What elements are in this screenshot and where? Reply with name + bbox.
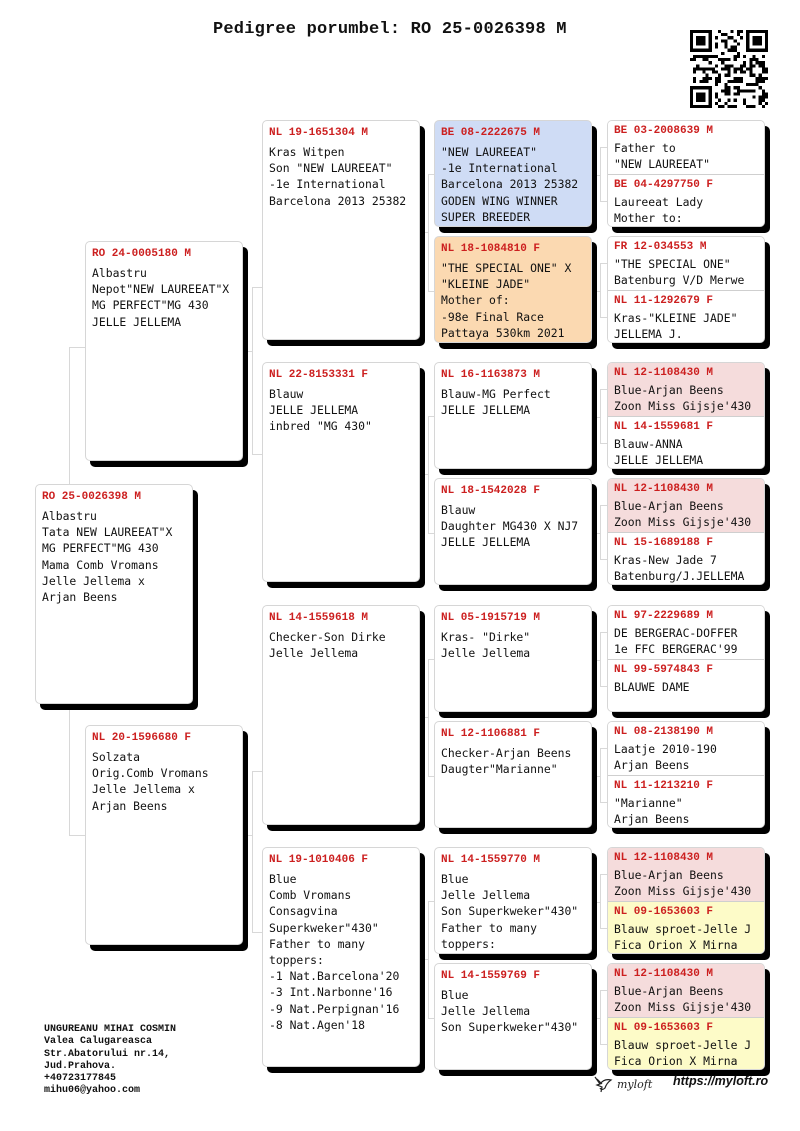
connector-line: [600, 1044, 607, 1045]
gen5-dam-card[interactable]: [608, 901, 764, 954]
great-grandparent-card[interactable]: [434, 847, 592, 954]
connector-line: [420, 959, 428, 960]
subject-card[interactable]: [35, 484, 193, 704]
gen5-dam-card[interactable]: [608, 174, 764, 227]
ring-number: NL 12-1108430 M: [614, 483, 714, 495]
pigeon-description: Blue Jelle Jellema Son Superkweker"430" Father to many toppers:: [441, 872, 579, 951]
connector-line: [600, 147, 607, 148]
great-grandparent-card[interactable]: [434, 120, 592, 227]
connector-line: [592, 175, 600, 176]
pigeon-description: Kras-New Jade 7 Batenburg/J.JELLEMA: [614, 553, 745, 584]
connector-line: [69, 704, 70, 835]
great-grandparent-card[interactable]: [434, 963, 592, 1070]
ring-number: NL 18-1542028 F: [441, 485, 541, 497]
grandparent-card[interactable]: [262, 120, 420, 340]
pigeon-description: Blauw sproet-Jelle J Fica Orion X Mirna: [614, 922, 752, 953]
ring-number: BE 03-2008639 M: [614, 125, 714, 137]
connector-line: [600, 147, 601, 201]
gen5-pair-card: [607, 721, 765, 828]
pigeon-description: DE BERGERAC-DOFFER 1e FFC BERGERAC'99: [614, 626, 738, 657]
pigeon-description: Laatje 2010-190 Arjan Beens: [614, 742, 717, 773]
pigeon-description: Blue-Arjan Beens Zoon Miss Gijsje'430: [614, 383, 752, 414]
connector-line: [600, 632, 607, 633]
ring-number: NL 22-8153331 F: [269, 369, 369, 381]
ring-number: NL 12-1106881 F: [441, 728, 541, 740]
connector-line: [600, 201, 607, 202]
pigeon-description: Blue-Arjan Beens Zoon Miss Gijsje'430: [614, 868, 752, 899]
gen5-pair-card: [607, 478, 765, 585]
ring-number: NL 14-1559618 M: [269, 612, 369, 624]
ring-number: NL 08-2138190 M: [614, 726, 714, 738]
connector-line: [252, 932, 262, 933]
gen5-sire-card[interactable]: [608, 722, 764, 775]
pigeon-description: Blauw-MG Perfect JELLE JELLEMA: [441, 387, 551, 418]
connector-line: [428, 416, 429, 533]
ring-number: NL 16-1163873 M: [441, 369, 541, 381]
pigeon-description: Albastru Nepot"NEW LAUREEAT"X MG PERFECT"MG 430 JELLE JELLEMA: [92, 266, 230, 329]
connector-line: [600, 686, 607, 687]
grandparent-card[interactable]: [262, 362, 420, 582]
gen5-dam-card[interactable]: [608, 532, 764, 585]
connector-line: [420, 474, 428, 475]
connector-line: [243, 835, 252, 836]
connector-line: [600, 443, 607, 444]
great-grandparent-card[interactable]: [434, 236, 592, 343]
gen5-sire-card[interactable]: [608, 121, 764, 174]
dam-card[interactable]: [85, 725, 243, 945]
ring-number: NL 09-1653603 F: [614, 906, 714, 918]
pigeon-description: Blue-Arjan Beens Zoon Miss Gijsje'430: [614, 499, 752, 530]
gen5-sire-card[interactable]: [608, 237, 764, 290]
ring-number: NL 18-1084810 F: [441, 243, 541, 255]
pigeon-description: Father to "NEW LAUREEAT": [614, 141, 711, 172]
connector-line: [592, 660, 600, 661]
connector-line: [243, 351, 252, 352]
ring-number: NL 09-1653603 F: [614, 1022, 714, 1034]
pigeon-description: Solzata Orig.Comb Vromans Jelle Jellema x Arjan Beens: [92, 750, 209, 813]
ring-number: NL 14-1559770 M: [441, 854, 541, 866]
connector-line: [592, 1018, 600, 1019]
pigeon-description: Checker-Arjan Beens Daugter"Marianne": [441, 746, 572, 777]
ring-number: BE 08-2222675 M: [441, 127, 541, 139]
sire-card[interactable]: [85, 241, 243, 461]
gen5-dam-card[interactable]: [608, 775, 764, 828]
pigeon-description: "Marianne" Arjan Beens: [614, 796, 690, 827]
connector-line: [600, 874, 601, 928]
connector-line: [600, 874, 607, 875]
connector-line: [600, 990, 607, 991]
pigeon-description: Laureeat Lady Mother to:: [614, 195, 704, 226]
qr-code-icon: [690, 30, 768, 108]
connector-line: [600, 389, 607, 390]
pigeon-description: "THE SPECIAL ONE" X "KLEINE JADE" Mother of: -98e Final Race Pattaya 530km 2021: [441, 261, 572, 340]
ring-number: NL 11-1292679 F: [614, 295, 714, 307]
gen5-sire-card[interactable]: [608, 479, 764, 532]
ring-number: NL 12-1108430 M: [614, 367, 714, 379]
great-grandparent-card[interactable]: [434, 478, 592, 585]
connector-line: [600, 632, 601, 686]
connector-line: [600, 389, 601, 443]
logo-text: myloft: [617, 1077, 653, 1091]
great-grandparent-card[interactable]: [434, 605, 592, 712]
connector-line: [428, 659, 429, 776]
connector-line: [600, 748, 607, 749]
pigeon-description: Blauw Daughter MG430 X NJ7 JELLE JELLEMA: [441, 503, 579, 550]
pigeon-description: Blue Comb Vromans Consagvina Superkweker"430" Father to many toppers: -1 Nat.Barcelona'20 -3 Int.Narbonne'16 -9 Nat.Perpignan'16 -8 Nat.Agen'18: [269, 872, 400, 1032]
connector-line: [428, 174, 429, 291]
pigeon-description: Blauw sproet-Jelle J Fica Orion X Mirna: [614, 1038, 752, 1069]
pigeon-description: Kras- "Dirke" Jelle Jellema: [441, 630, 531, 661]
gen5-pair-card: [607, 362, 765, 469]
pigeon-description: Kras Witpen Son "NEW LAUREEAT" -1e International Barcelona 2013 25382: [269, 145, 407, 208]
connector-line: [252, 771, 262, 772]
connector-line: [592, 776, 600, 777]
ring-number: NL 97-2229689 M: [614, 610, 714, 622]
gen5-pair-card: [607, 605, 765, 712]
connector-line: [252, 771, 253, 932]
connector-line: [592, 417, 600, 418]
pigeon-description: Blauw JELLE JELLEMA inbred "MG 430": [269, 387, 372, 434]
gen5-pair-card: [607, 120, 765, 227]
connector-line: [252, 454, 262, 455]
gen5-dam-card[interactable]: [608, 659, 764, 712]
ring-number: NL 99-5974843 F: [614, 664, 714, 676]
connector-line: [592, 902, 600, 903]
gen5-dam-card[interactable]: [608, 416, 764, 469]
gen5-pair-card: [607, 236, 765, 343]
pigeon-description: BLAUWE DAME: [614, 680, 690, 694]
grandparent-card[interactable]: [262, 605, 420, 825]
great-grandparent-card[interactable]: [434, 721, 592, 828]
pigeon-description: Blue-Arjan Beens Zoon Miss Gijsje'430: [614, 984, 752, 1015]
connector-line: [592, 533, 600, 534]
connector-line: [600, 802, 607, 803]
gen5-pair-card: [607, 847, 765, 954]
ring-number: RO 24-0005180 M: [92, 248, 192, 260]
ring-number: RO 25-0026398 M: [42, 491, 142, 503]
gen5-dam-card[interactable]: [608, 290, 764, 343]
grandparent-card[interactable]: [262, 847, 420, 1067]
ring-number: NL 19-1010406 F: [269, 854, 369, 866]
ring-number: NL 14-1559769 F: [441, 970, 541, 982]
connector-line: [600, 928, 607, 929]
ring-number: NL 05-1915719 M: [441, 612, 541, 624]
pigeon-description: "THE SPECIAL ONE" Batenburg V/D Merwe: [614, 257, 745, 288]
owner-contact: UNGUREANU MIHAI COSMIN Valea Calugareasca Str.Abatorului nr.14, Jud.Prahova. +40723177845 mihu06@yahoo.com: [44, 1024, 177, 1097]
connector-line: [69, 347, 85, 348]
bird-logo-icon: [592, 1073, 614, 1095]
connector-line: [428, 901, 429, 1018]
connector-line: [600, 990, 601, 1044]
ring-number: BE 04-4297750 F: [614, 179, 714, 191]
website-link[interactable]: https://myloft.ro: [673, 1074, 769, 1088]
connector-line: [69, 347, 70, 484]
ring-number: NL 14-1559681 F: [614, 421, 714, 433]
connector-line: [600, 317, 607, 318]
pigeon-description: Blauw-ANNA JELLE JELLEMA: [614, 437, 704, 468]
gen5-sire-card[interactable]: [608, 848, 764, 901]
pigeon-description: Albastru Tata NEW LAUREEAT"X MG PERFECT"MG 430 Mama Comb Vromans Jelle Jellema x Arjan Beens: [42, 509, 173, 605]
ring-number: NL 12-1108430 M: [614, 968, 714, 980]
connector-line: [252, 287, 262, 288]
connector-line: [252, 287, 253, 454]
connector-line: [600, 559, 607, 560]
ring-number: NL 12-1108430 M: [614, 852, 714, 864]
gen5-sire-card[interactable]: [608, 363, 764, 416]
connector-line: [600, 263, 607, 264]
myloft-logo[interactable]: [592, 1073, 652, 1095]
pigeon-description: Kras-"KLEINE JADE" JELLEMA J.: [614, 311, 738, 342]
gen5-pair-card: [607, 963, 765, 1070]
gen5-sire-card[interactable]: [608, 606, 764, 659]
ring-number: NL 11-1213210 F: [614, 780, 714, 792]
connector-line: [420, 717, 428, 718]
connector-line: [600, 748, 601, 802]
connector-line: [600, 505, 601, 559]
connector-line: [69, 835, 85, 836]
connector-line: [592, 291, 600, 292]
ring-number: FR 12-034553 M: [614, 241, 707, 253]
gen5-dam-card[interactable]: [608, 1017, 764, 1070]
page-title: Pedigree porumbel: RO 25-0026398 M: [213, 20, 567, 39]
ring-number: NL 15-1689188 F: [614, 537, 714, 549]
pigeon-description: "NEW LAUREEAT" -1e International Barcelona 2013 25382 GODEN WING WINNER SUPER BREEDER: [441, 145, 579, 224]
ring-number: NL 20-1596680 F: [92, 732, 192, 744]
gen5-sire-card[interactable]: [608, 964, 764, 1017]
pigeon-description: Blue Jelle Jellema Son Superkweker"430": [441, 988, 579, 1035]
ring-number: NL 19-1651304 M: [269, 127, 369, 139]
pigeon-description: Checker-Son Dirke Jelle Jellema: [269, 630, 386, 661]
connector-line: [600, 505, 607, 506]
connector-line: [600, 263, 601, 317]
great-grandparent-card[interactable]: [434, 362, 592, 469]
connector-line: [420, 232, 428, 233]
